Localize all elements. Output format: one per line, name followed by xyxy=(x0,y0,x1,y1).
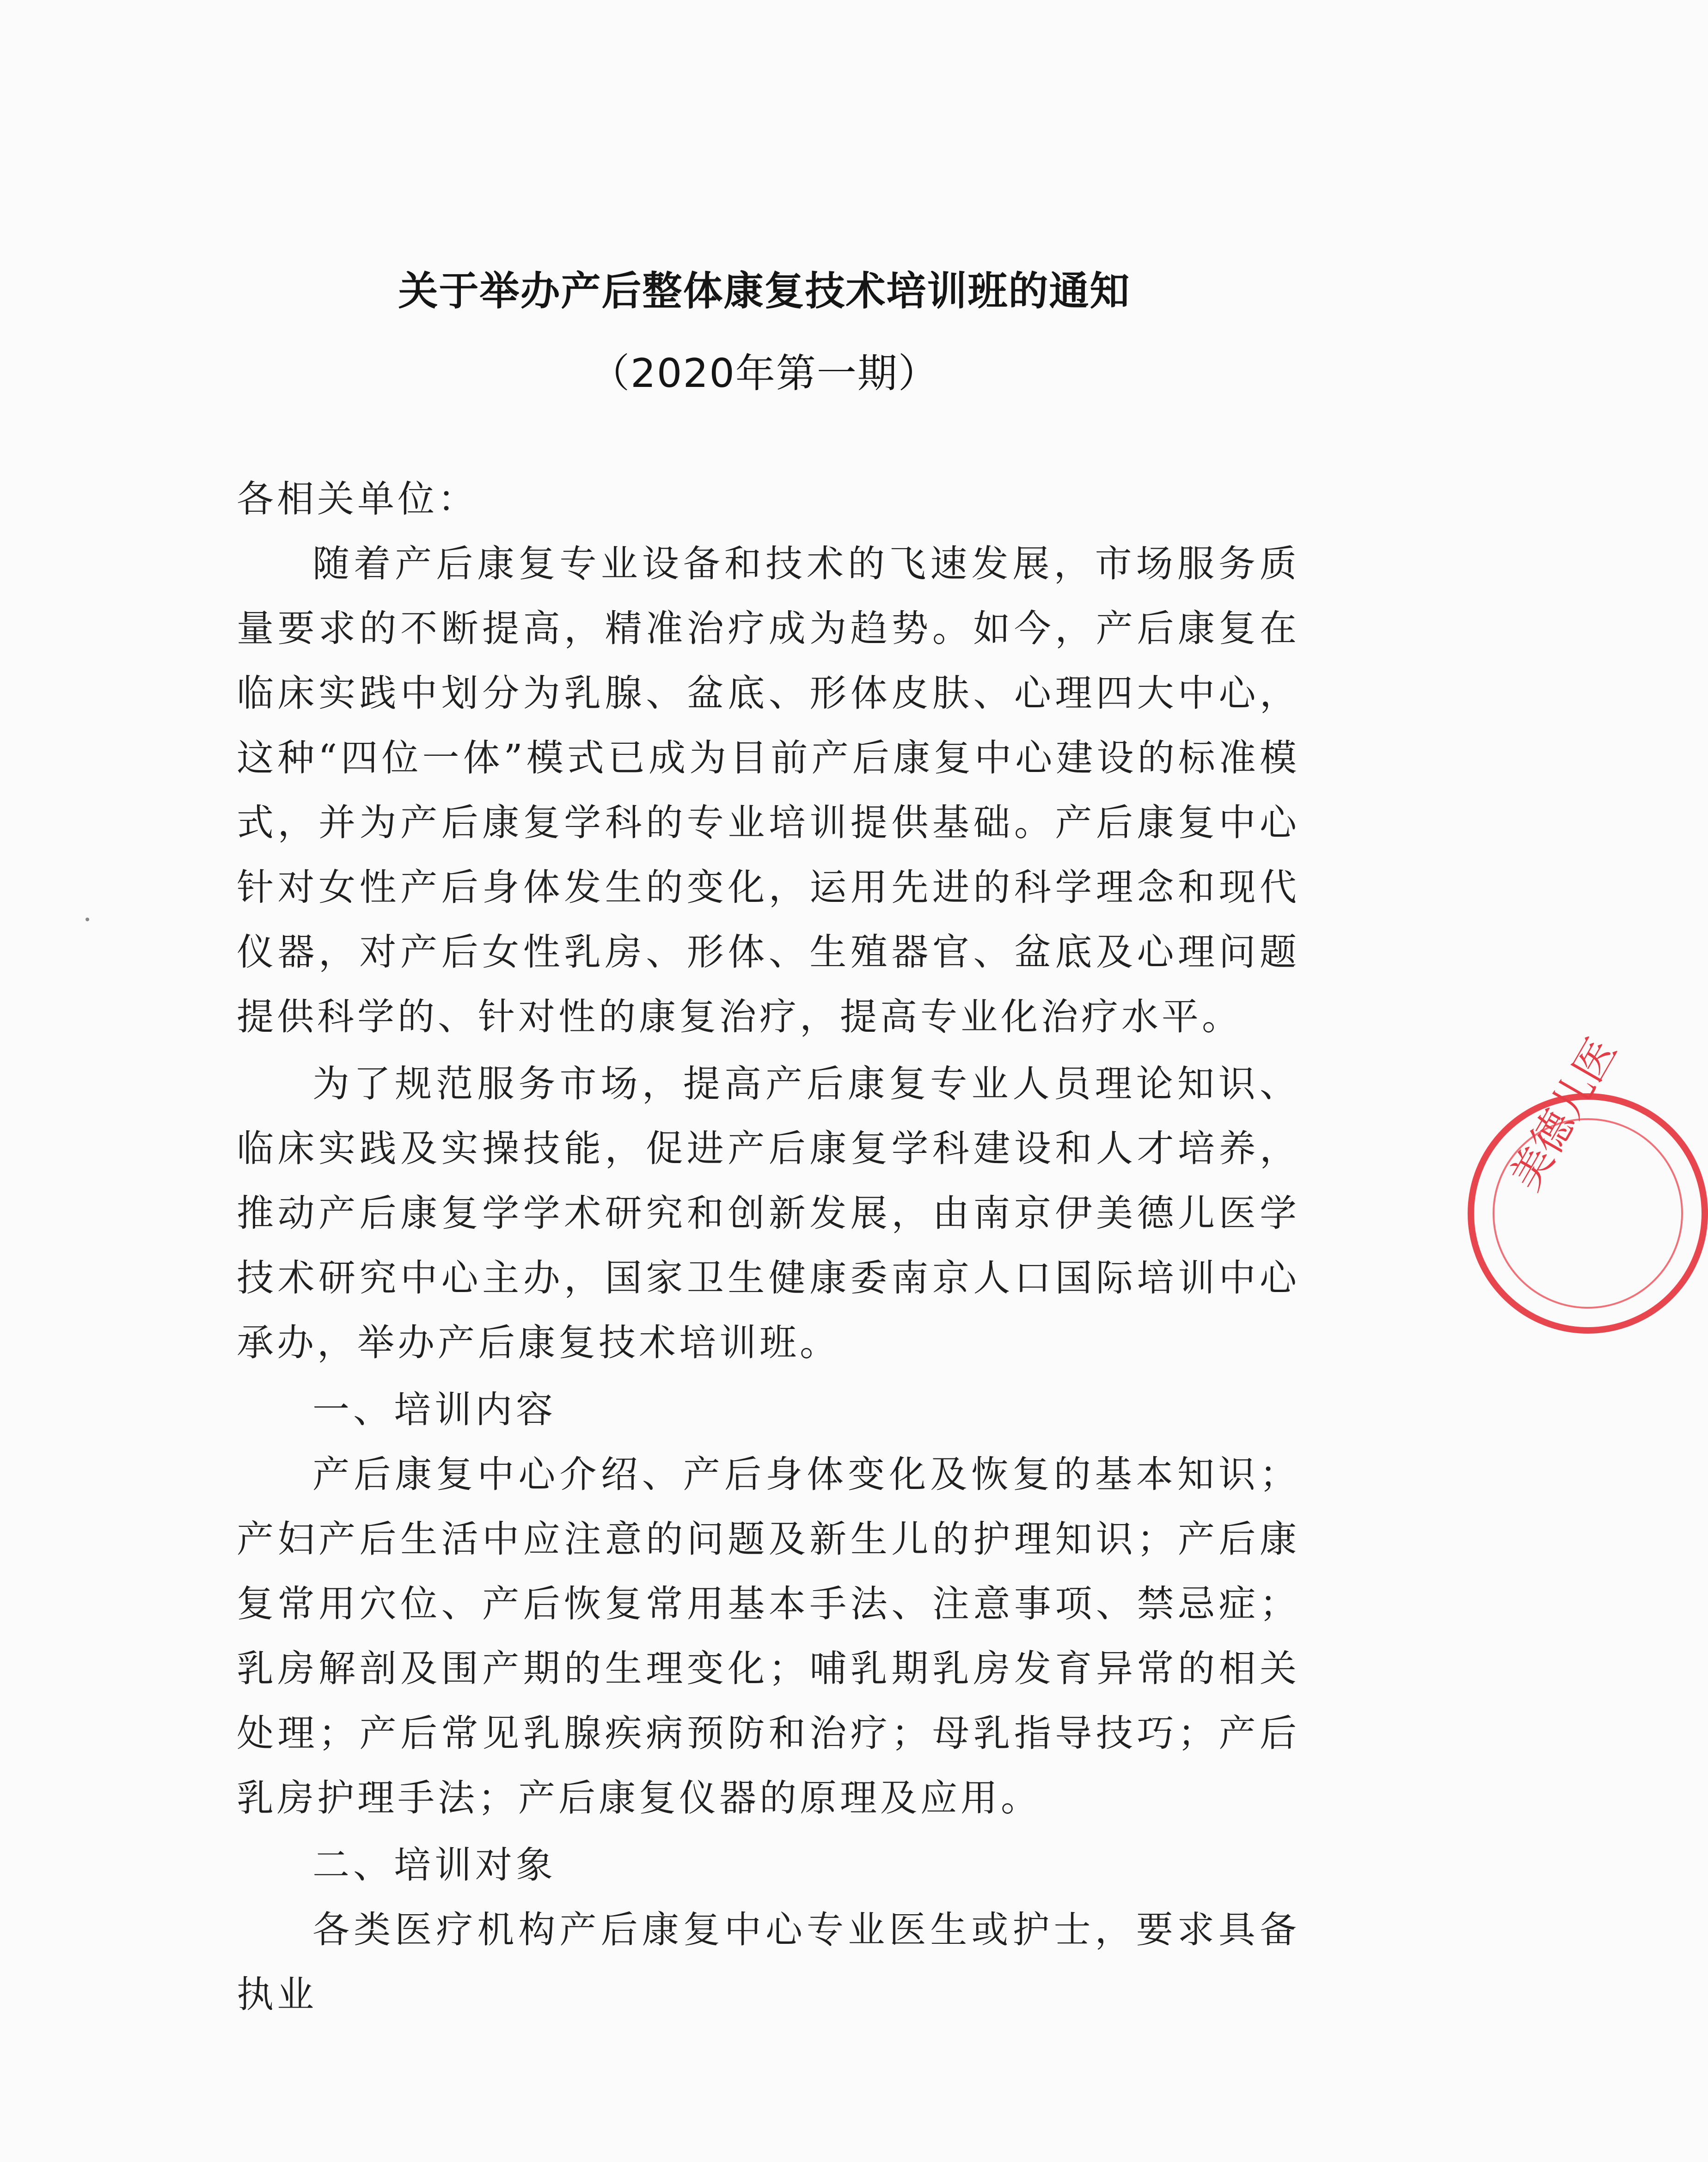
seal-text: 美德儿医 xyxy=(1501,1029,1627,1198)
paragraph-intro: 随着产后康复专业设备和技术的飞速发展，市场服务质量要求的不断提高，精准治疗成为趋势。如今，产后康复在临床实践中划分为乳腺、盆底、形体皮肤、心理四大中心，这种“四位一体”模式已成为目前产后康复中心建设的标准模式，并为产后康复学科的专业培训提供基础。产后康复中心针对女性产后身体发生的变化，运用先进的科学理念和现代仪器，对产后女性乳房、形体、生殖器官、盆底及心理问题提供科学的、针对性的康复治疗，提高专业化治疗水平。 xyxy=(237,542,1300,1038)
salutation: 各相关单位： xyxy=(237,478,478,521)
scan-speck xyxy=(86,918,89,921)
document-title: 关于举办产后整体康复技术培训班的通知 xyxy=(398,268,1131,314)
paragraph-training-audience: 各类医疗机构产后康复中心专业医生或护士，要求具备执业 xyxy=(237,1908,1300,2016)
official-seal xyxy=(1468,1029,1708,1334)
document-subtitle: （2020年第一期） xyxy=(590,350,939,397)
section-heading-audience: 二、培训对象 xyxy=(312,1844,557,1886)
paragraph-purpose: 为了规范服务市场，提高产后康复专业人员理论知识、临床实践及实操技能，促进产后康复学科建设和人才培养，推动产后康复学学术研究和创新发展，由南京伊美德儿医学技术研究中心主办，国家卫生健康委南京人口国际培训中心承办，举办产后康复技术培训班。 xyxy=(237,1062,1300,1364)
paragraph-training-content: 产后康复中心介绍、产后身体变化及恢复的基本知识；产妇产后生活中应注意的问题及新生儿的护理知识；产后康复常用穴位、产后恢复常用基本手法、注意事项、禁忌症；乳房解剖及围产期的生理变化；哺乳期乳房发育异常的相关处理；产后常见乳腺疾病预防和治疗；母乳指导技巧；产后乳房护理手法；产后康复仪器的原理及应用。 xyxy=(237,1453,1300,1819)
section-heading-content: 一、培训内容 xyxy=(312,1388,557,1431)
